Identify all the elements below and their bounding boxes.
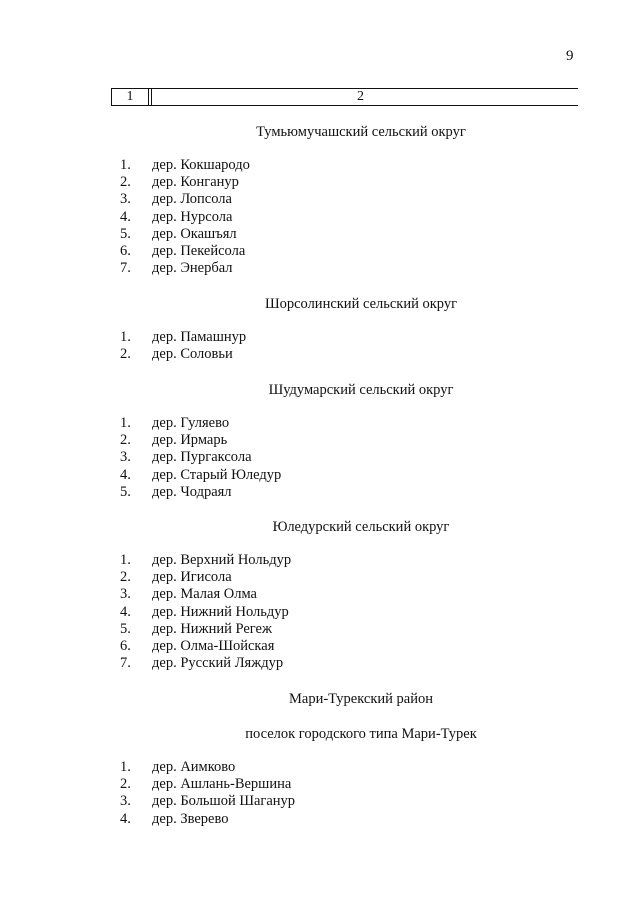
item-number: 5. xyxy=(120,225,131,242)
list-item xyxy=(120,655,291,672)
list-item xyxy=(120,638,291,655)
item-number: 2. xyxy=(120,776,131,793)
list-item xyxy=(120,415,281,432)
item-text: дер. Окашъял xyxy=(152,225,237,242)
item-text: дер. Русский Ляждур xyxy=(152,655,284,672)
list-item xyxy=(120,191,250,208)
item-number: 6. xyxy=(120,637,131,654)
table-header-col2: 2 xyxy=(357,89,364,104)
item-text: дер. Соловьи xyxy=(152,346,233,363)
item-number: 1. xyxy=(120,552,131,568)
item-text: дер. Энербал xyxy=(152,260,233,277)
section-heading-mari-turek-settlement: поселок городского типа Мари-Турек xyxy=(245,726,477,742)
item-number: 4. xyxy=(120,603,131,620)
section-heading-shorsola: Шорсолинский сельский округ xyxy=(264,296,458,312)
list-item xyxy=(120,346,246,363)
item-text: дер. Кокшародо xyxy=(152,157,250,173)
list-item xyxy=(120,552,291,569)
item-text: дер. Лопсола xyxy=(152,191,232,208)
list-item xyxy=(120,569,291,586)
item-text: дер. Старый Юледур xyxy=(152,466,282,483)
section-heading-yuledur: Юледурский сельский округ xyxy=(272,519,450,535)
item-number: 4. xyxy=(120,466,131,483)
list-item xyxy=(120,157,250,174)
item-number: 3. xyxy=(120,191,131,208)
item-number: 7. xyxy=(120,260,131,277)
item-number: 1. xyxy=(120,415,131,431)
item-text: дер. Нурсола xyxy=(152,208,233,225)
list-item xyxy=(120,604,291,621)
list-item xyxy=(120,449,281,466)
list-item xyxy=(120,432,281,449)
item-number: 7. xyxy=(120,655,131,672)
list-item xyxy=(120,621,291,638)
list-shorsola xyxy=(120,329,246,363)
section-heading-tumyumuchash: Тумьюмучашский сельский округ xyxy=(256,124,466,140)
list-yuledur xyxy=(120,552,291,672)
list-tumyumuchash xyxy=(120,157,250,277)
item-number: 1. xyxy=(120,759,131,775)
item-number: 4. xyxy=(120,208,131,225)
item-text: дер. Нижний Регеж xyxy=(152,620,272,637)
item-text: дер. Гуляево xyxy=(152,415,230,431)
item-text: дер. Ашлань-Вершина xyxy=(152,776,292,793)
item-text: дер. Большой Шаганур xyxy=(152,793,296,810)
item-number: 4. xyxy=(120,810,131,827)
item-number: 3. xyxy=(120,586,131,603)
list-item xyxy=(120,811,295,828)
list-item xyxy=(120,484,281,501)
item-text: дер. Чодраял xyxy=(152,483,232,500)
list-item xyxy=(120,174,250,191)
list-item xyxy=(120,329,246,346)
list-item xyxy=(120,776,295,793)
list-item xyxy=(120,793,295,810)
list-item xyxy=(120,243,250,260)
item-text: дер. Ирмарь xyxy=(152,432,228,449)
item-text: дер. Пургаксола xyxy=(152,449,252,466)
item-number: 5. xyxy=(120,620,131,637)
item-number: 2. xyxy=(120,346,131,363)
table-header-divider xyxy=(151,89,152,105)
item-number: 2. xyxy=(120,174,131,191)
table-header xyxy=(111,88,578,106)
item-number: 1. xyxy=(120,157,131,173)
item-number: 2. xyxy=(120,569,131,586)
list-item xyxy=(120,209,250,226)
list-item xyxy=(120,467,281,484)
district-heading-mari-turek: Мари-Турекский район xyxy=(288,691,433,707)
list-item xyxy=(120,226,250,243)
item-number: 5. xyxy=(120,483,131,500)
item-number: 3. xyxy=(120,793,131,810)
item-text: дер. Малая Олма xyxy=(152,586,257,603)
item-text: дер. Олма-Шойская xyxy=(152,637,275,654)
item-text: дер. Памашнур xyxy=(152,329,247,345)
item-text: дер. Игисола xyxy=(152,569,232,586)
item-text: дер. Пекейсола xyxy=(152,242,246,259)
item-number: 1. xyxy=(120,329,131,345)
item-text: дер. Конганур xyxy=(152,174,239,191)
list-item xyxy=(120,759,295,776)
item-text: дер. Зверево xyxy=(152,810,229,827)
table-header-col1: 1 xyxy=(111,89,149,105)
list-shudumar xyxy=(120,415,281,501)
section-heading-shudumar: Шудумарский сельский округ xyxy=(268,382,454,398)
item-text: дер. Нижний Нольдур xyxy=(152,603,289,620)
page-number: 9 xyxy=(566,48,574,64)
item-number: 3. xyxy=(120,449,131,466)
list-mari-turek-settlement xyxy=(120,759,295,828)
item-text: дер. Аимково xyxy=(152,759,236,775)
item-number: 6. xyxy=(120,242,131,259)
list-item xyxy=(120,260,250,277)
item-number: 2. xyxy=(120,432,131,449)
list-item xyxy=(120,586,291,603)
item-text: дер. Верхний Нольдур xyxy=(152,552,292,568)
